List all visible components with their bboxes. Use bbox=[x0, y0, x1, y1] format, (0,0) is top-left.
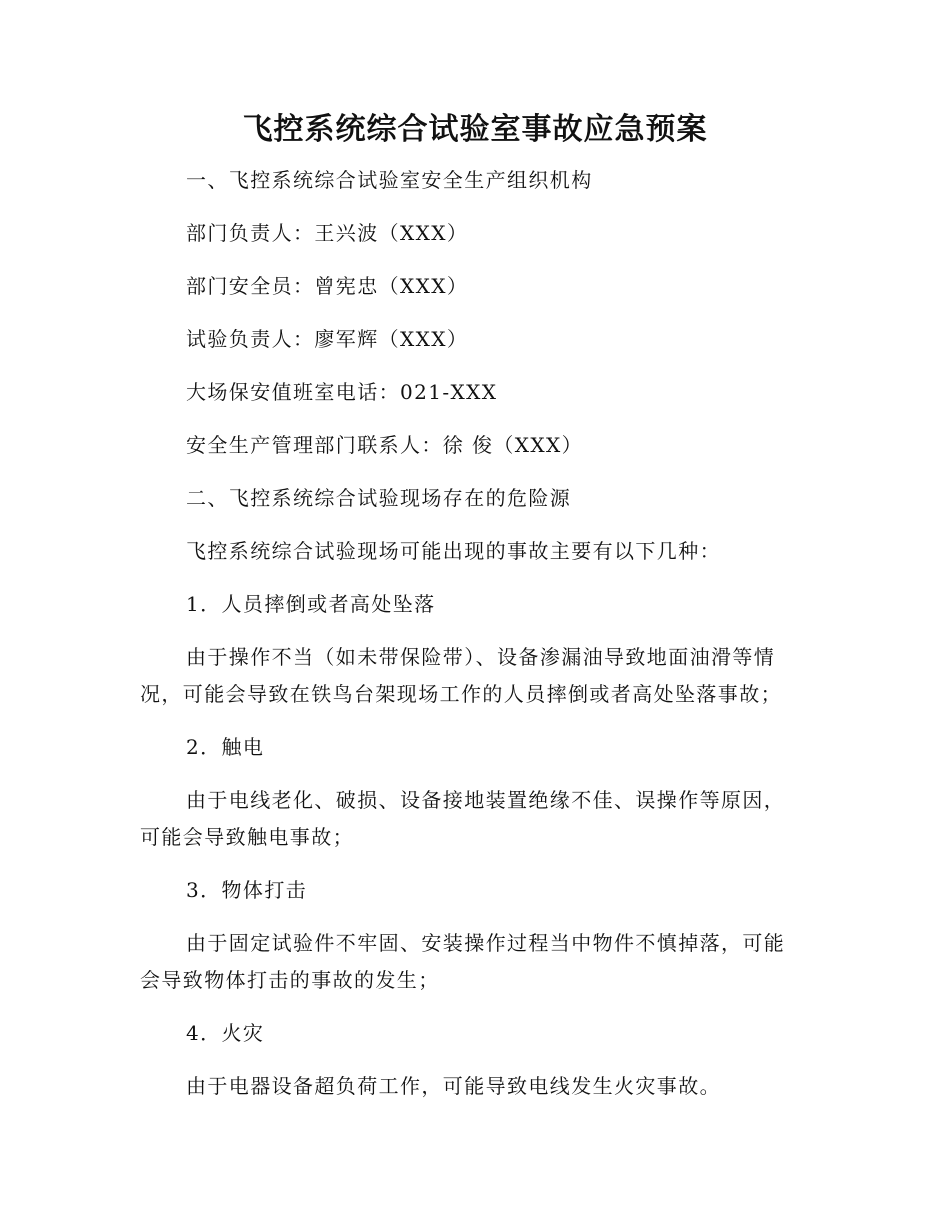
department-head-line: 部门负责人：王兴波（XXX） bbox=[186, 221, 469, 245]
document-body bbox=[140, 162, 800, 1121]
hazard-2-heading: 2．触电 bbox=[186, 735, 265, 759]
section-heading-hazards: 二、飞控系统综合试验现场存在的危险源 bbox=[186, 486, 572, 510]
security-duty-phone-line: 大场保安值班室电话：021-XXX bbox=[186, 380, 498, 404]
hazard-4-heading: 4．火灾 bbox=[186, 1021, 265, 1045]
test-lead-line: 试验负责人：廖军辉（XXX） bbox=[186, 327, 469, 351]
document-title: 飞控系统综合试验室事故应急预案 bbox=[242, 112, 708, 147]
hazard-1-description: 由于操作不当（如未带保险带）、设备渗漏油导致地面油滑等情况，可能会导致在铁鸟台架现场工作的人员摔倒或者高处坠落事故； bbox=[140, 645, 782, 706]
hazard-2-description: 由于电线老化、破损、设备接地装置绝缘不佳、误操作等原因，可能会导致触电事故； bbox=[140, 788, 786, 849]
hazard-4-description: 由于电器设备超负荷工作，可能导致电线发生火灾事故。 bbox=[186, 1074, 721, 1098]
safety-contact-line: 安全生产管理部门联系人：徐 俊（XXX） bbox=[186, 433, 584, 457]
hazard-1-heading: 1．人员摔倒或者高处坠落 bbox=[186, 592, 436, 616]
section-heading-organization: 一、飞控系统综合试验室安全生产组织机构 bbox=[186, 168, 593, 192]
hazard-3-description: 由于固定试验件不牢固、安装操作过程当中物件不慎掉落，可能会导致物体打击的事故的发生； bbox=[140, 931, 786, 992]
hazards-intro: 飞控系统综合试验现场可能出现的事故主要有以下几种： bbox=[186, 539, 721, 563]
department-safety-officer-line: 部门安全员：曾宪忠（XXX） bbox=[186, 274, 469, 298]
hazard-3-heading: 3．物体打击 bbox=[186, 878, 308, 902]
